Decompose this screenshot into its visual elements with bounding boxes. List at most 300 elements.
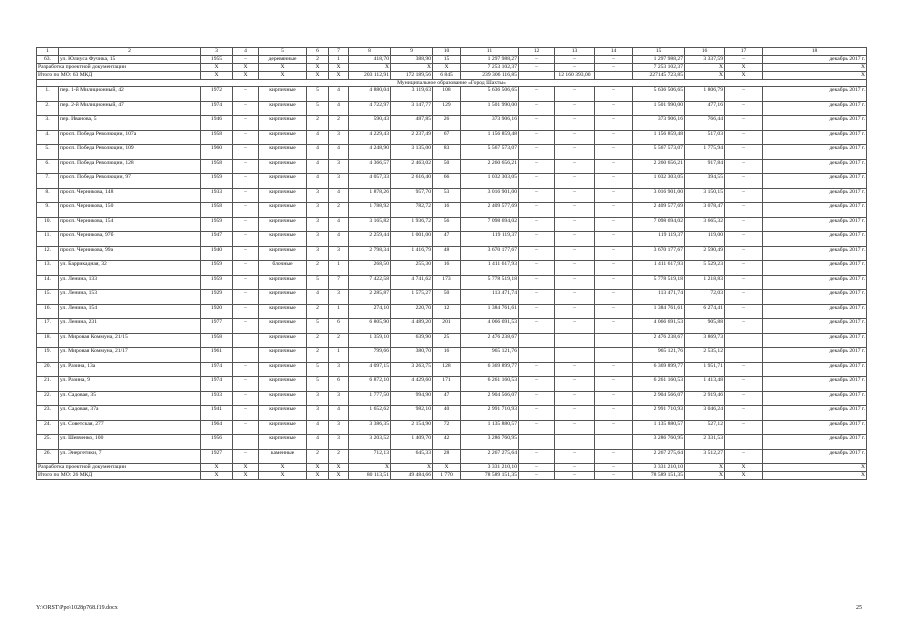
table-cell: – (233, 101, 259, 116)
table-cell: кирпичные (259, 116, 307, 131)
table-cell: – (519, 116, 555, 131)
subtotal-cell: Х (763, 72, 867, 80)
address-cell: просп. Черникова, 97б (59, 232, 201, 247)
table-cell: 2 267 275,64 (633, 449, 685, 464)
address-cell: просп. Черникова, 148 (59, 188, 201, 203)
table-cell: 2 409 577,69 (633, 203, 685, 218)
table-cell: 2 267 275,64 (461, 449, 519, 464)
table-cell: – (595, 87, 633, 102)
table-cell: кирпичные (259, 391, 307, 406)
table-cell: – (595, 56, 633, 64)
table-cell: – (555, 87, 595, 102)
table-cell: 7. (37, 174, 59, 189)
table-cell: 113 471,74 (633, 290, 685, 305)
subtotal-cell: Х (763, 472, 867, 480)
table-cell: – (519, 145, 555, 160)
table-cell: – (555, 391, 595, 406)
table-cell: – (233, 203, 259, 218)
table-cell: 487,85 (391, 116, 433, 131)
table-cell: 3 135,00 (391, 145, 433, 160)
table-cell: 3 665,32 (685, 217, 725, 232)
page-number: 25 (856, 605, 862, 611)
municipality-total-row (37, 472, 867, 480)
design-docs-subtotal-row (37, 64, 867, 72)
table-cell: 2 409 577,69 (461, 203, 519, 218)
table-cell: 26. (37, 449, 59, 464)
address-cell: пер. 2-й Милиционный, 47 (59, 101, 201, 116)
municipality-row (37, 80, 867, 87)
table-cell: 1. (37, 87, 59, 102)
table-cell: – (519, 246, 555, 261)
table-cell: – (519, 188, 555, 203)
subtotal-cell: 12 160 393,00 (555, 72, 595, 80)
table-cell: 5 (307, 319, 329, 334)
table-cell: 3 (329, 391, 349, 406)
address-cell: ул. Садовая, 35 (59, 391, 201, 406)
table-cell: 1 413,48 (685, 377, 725, 392)
table-cell: 12. (37, 246, 59, 261)
table-cell: кирпичные (259, 159, 307, 174)
table-cell: – (233, 130, 259, 145)
table-cell: 10. (37, 217, 59, 232)
table-cell: 2 259,44 (349, 232, 391, 247)
table-cell: 4 (329, 217, 349, 232)
table-cell: 1 788,92 (349, 203, 391, 218)
table-cell: кирпичные (259, 319, 307, 334)
table-cell: 3 150,15 (685, 188, 725, 203)
address-cell: ул. Садовая, 37а (59, 406, 201, 421)
table-cell: – (725, 188, 763, 203)
subtotal-cell: 7 253 102,37 (633, 64, 685, 72)
subtotal-cell: Х (329, 64, 349, 72)
program-table-sheet (36, 47, 866, 480)
table-cell: 3 (307, 188, 329, 203)
table-cell: 5 (307, 377, 329, 392)
table-cell: 19. (37, 348, 59, 363)
table-cell: – (725, 116, 763, 131)
table-cell: 2 904 566,07 (633, 391, 685, 406)
table-cell: – (555, 130, 595, 145)
table-cell: 26 (433, 116, 461, 131)
table-cell: 3 (329, 174, 349, 189)
table-cell: 388,90 (391, 56, 433, 64)
table-cell: – (555, 261, 595, 276)
table-cell: 4 880,04 (349, 87, 391, 102)
table-cell: 1964 (201, 420, 233, 435)
table-row (37, 246, 867, 261)
column-number-cell: 14 (595, 48, 633, 56)
address-cell: ул. Ленина, 231 (59, 319, 201, 334)
table-cell: – (725, 290, 763, 305)
table-cell: 4 066 691,53 (461, 319, 519, 334)
table-cell: – (725, 449, 763, 464)
table-cell: 373 906,16 (461, 116, 519, 131)
table-cell: 1977 (201, 319, 233, 334)
table-cell: 3 203,52 (349, 435, 391, 450)
table-cell: 4 (329, 188, 349, 203)
table-cell: 5 567 573,07 (461, 145, 519, 160)
table-cell: декабрь 2017 г. (763, 145, 867, 160)
table-row (37, 203, 867, 218)
table-cell: 12 (433, 304, 461, 319)
table-cell: – (519, 130, 555, 145)
table-row (37, 116, 867, 131)
table-cell: 3 386,35 (349, 420, 391, 435)
table-cell: 48 (433, 246, 461, 261)
table-cell: – (725, 130, 763, 145)
table-cell: кирпичные (259, 203, 307, 218)
table-cell: 1 135 880,57 (461, 420, 519, 435)
subtotal-cell: Х (329, 72, 349, 80)
column-number-cell: 7 (329, 48, 349, 56)
table-cell: – (725, 362, 763, 377)
table-cell: 3 286 760,95 (633, 435, 685, 450)
table-cell: 1 411 617,93 (633, 261, 685, 276)
subtotal-cell: – (555, 472, 595, 480)
table-cell: 3 147,77 (391, 101, 433, 116)
subtotal-cell: Х (725, 72, 763, 80)
table-cell: 2 (307, 333, 329, 348)
address-cell: просп. Победа Революции, 109 (59, 145, 201, 160)
table-cell: 1974 (201, 377, 233, 392)
table-cell: 645,33 (391, 449, 433, 464)
table-cell (233, 435, 259, 450)
table-cell: 527,12 (685, 420, 725, 435)
address-cell: ул. Мировая Коммуна, 21/15 (59, 333, 201, 348)
table-cell: 4 (307, 159, 329, 174)
table-cell: 47 (433, 391, 461, 406)
table-cell: 4 722,97 (349, 101, 391, 116)
subtotal-cell: – (595, 472, 633, 480)
subtotal-cell: 49 484,66 (391, 472, 433, 480)
table-cell: – (233, 174, 259, 189)
table-row (37, 435, 867, 450)
table-cell (595, 435, 633, 450)
subtotal-cell: 6 845 (433, 72, 461, 80)
table-cell: 13. (37, 261, 59, 276)
table-cell: 1 156 859,48 (633, 130, 685, 145)
table-cell: 119,00 (685, 232, 725, 247)
table-cell: 67 (433, 130, 461, 145)
address-cell: ул. Мировая Коммуна, 21/17 (59, 348, 201, 363)
column-number-row (37, 48, 867, 56)
table-cell: – (519, 275, 555, 290)
table-cell: 268,50 (349, 261, 391, 276)
subtotal-cell: Х (433, 464, 461, 472)
table-cell (555, 435, 595, 450)
table-cell: 1 652,62 (349, 406, 391, 421)
table-cell: 1 878,26 (349, 188, 391, 203)
table-cell: 1 297 988,27 (461, 56, 519, 64)
subtotal-label: Итого по МО: 26 МКД (37, 472, 201, 480)
table-cell: 171 (433, 377, 461, 392)
table-cell: 220,70 (391, 304, 433, 319)
table-cell: 1940 (201, 246, 233, 261)
address-cell: ул. Советская, 277 (59, 420, 201, 435)
table-cell: 373 906,16 (633, 116, 685, 131)
table-cell: 2 (329, 333, 349, 348)
table-row (37, 188, 867, 203)
subtotal-cell: Х (391, 64, 433, 72)
table-cell: 7 098 694,02 (633, 217, 685, 232)
table-cell: 3 165,82 (349, 217, 391, 232)
table-cell: 1956 (201, 435, 233, 450)
table-row (37, 290, 867, 305)
table-cell: 119 119,37 (633, 232, 685, 247)
table-cell: – (555, 362, 595, 377)
subtotal-cell: 3 331 210,10 (461, 464, 519, 472)
table-cell: кирпичные (259, 348, 307, 363)
table-cell (725, 348, 763, 363)
table-cell: 517,03 (685, 130, 725, 145)
table-cell: 4 741,62 (391, 275, 433, 290)
table-cell: 2 237,49 (391, 130, 433, 145)
subtotal-cell: 80 113,51 (349, 472, 391, 480)
subtotal-cell: 239 306 116,85 (461, 72, 519, 80)
table-cell: – (555, 56, 595, 64)
table-cell: декабрь 2017 г. (763, 348, 867, 363)
table-cell: 1 156 859,48 (461, 130, 519, 145)
design-docs-subtotal-row (37, 464, 867, 472)
table-row (37, 261, 867, 276)
table-cell: кирпичные (259, 130, 307, 145)
subtotal-cell: Х (329, 472, 349, 480)
table-cell (233, 348, 259, 363)
table-cell: – (725, 391, 763, 406)
subtotal-cell: Х (725, 464, 763, 472)
table-cell: – (555, 174, 595, 189)
table-row (37, 232, 867, 247)
table-cell: 5 567 573,07 (633, 145, 685, 160)
table-cell: 47 (433, 232, 461, 247)
table-cell: – (233, 449, 259, 464)
table-cell: 418,70 (349, 56, 391, 64)
table-cell (519, 435, 555, 450)
table-row (37, 217, 867, 232)
table-cell: деревянные (259, 56, 307, 64)
table-cell: 1 (329, 348, 349, 363)
table-cell: 4 066 691,53 (633, 319, 685, 334)
table-cell: 2 463,02 (391, 159, 433, 174)
table-cell: 6 261 160,53 (461, 377, 519, 392)
table-cell: 23. (37, 406, 59, 421)
subtotal-cell: Х (685, 64, 725, 72)
table-cell: 2 476 238,67 (633, 333, 685, 348)
table-cell: – (519, 203, 555, 218)
subtotal-cell: – (519, 464, 555, 472)
table-cell: декабрь 2017 г. (763, 391, 867, 406)
table-cell: 1920 (201, 304, 233, 319)
table-cell: 22. (37, 391, 59, 406)
table-cell: 72,03 (685, 290, 725, 305)
address-cell: просп. Победа Революции, 97 (59, 174, 201, 189)
subtotal-cell (595, 72, 633, 80)
table-cell: 7 (329, 275, 349, 290)
table-cell: – (725, 203, 763, 218)
table-cell: – (233, 116, 259, 131)
table-cell: 4 489,20 (391, 319, 433, 334)
table-cell: 50 (433, 159, 461, 174)
table-cell: 15 (433, 56, 461, 64)
table-cell: 53 (433, 188, 461, 203)
table-cell: – (233, 362, 259, 377)
table-cell: – (725, 406, 763, 421)
table-cell: – (233, 87, 259, 102)
table-cell: 2 616,40 (391, 174, 433, 189)
table-cell: каменные (259, 449, 307, 464)
table-cell: 3 119,63 (391, 87, 433, 102)
table-cell: кирпичные (259, 304, 307, 319)
column-number-cell: 17 (725, 48, 763, 56)
table-cell: 9. (37, 203, 59, 218)
table-cell: – (595, 232, 633, 247)
table-cell (233, 333, 259, 348)
table-cell: – (233, 391, 259, 406)
table-cell: – (233, 290, 259, 305)
table-cell: – (555, 203, 595, 218)
table-cell: – (555, 101, 595, 116)
table-cell: 18. (37, 333, 59, 348)
table-cell: 1 (329, 56, 349, 64)
table-cell: – (555, 406, 595, 421)
address-cell: просп. Черникова, 150 (59, 203, 201, 218)
table-cell: 1959 (201, 174, 233, 189)
table-cell: 16. (37, 304, 59, 319)
subtotal-label: Итого по МО: 63 МКД (37, 72, 201, 80)
subtotal-cell: Х (349, 464, 391, 472)
table-cell: 5 (307, 87, 329, 102)
table-cell: кирпичные (259, 420, 307, 435)
table-cell: 2 476 238,67 (461, 333, 519, 348)
table-body (37, 48, 867, 480)
table-cell: – (595, 188, 633, 203)
table-row (37, 159, 867, 174)
table-cell: 905,88 (685, 319, 725, 334)
address-cell: просп. Победа Революции, 128 (59, 159, 201, 174)
table-cell: 4 366,57 (349, 159, 391, 174)
table-cell: 3 (329, 362, 349, 377)
table-cell: 8. (37, 188, 59, 203)
table-cell: 1 409,70 (391, 435, 433, 450)
subtotal-cell: Х (259, 72, 307, 80)
column-number-cell: 10 (433, 48, 461, 56)
table-cell: 1 951,71 (685, 362, 725, 377)
table-cell: 2 (307, 449, 329, 464)
table-cell: 2 535,12 (685, 348, 725, 363)
table-cell: – (725, 304, 763, 319)
table-cell: 3 078,47 (685, 203, 725, 218)
table-cell: 3 (307, 246, 329, 261)
table-cell: 40 (433, 406, 461, 421)
table-cell: 2 (307, 56, 329, 64)
table-cell: – (519, 362, 555, 377)
table-cell: декабрь 2017 г. (763, 290, 867, 305)
table-cell: 1 501 990,00 (633, 101, 685, 116)
table-cell: – (555, 217, 595, 232)
table-cell: 4 (307, 435, 329, 450)
table-cell: 782,72 (391, 203, 433, 218)
table-cell: кирпичные (259, 246, 307, 261)
table-cell: 11. (37, 232, 59, 247)
subtotal-cell: Х (391, 464, 433, 472)
table-cell: 2 (307, 304, 329, 319)
table-cell: 3 670 177,67 (633, 246, 685, 261)
table-cell: 1 501 990,00 (461, 101, 519, 116)
table-cell: 4 (329, 145, 349, 160)
table-cell: 17. (37, 319, 59, 334)
table-cell: 3 016 901,00 (633, 188, 685, 203)
table-cell: 1958 (201, 333, 233, 348)
table-cell: – (595, 217, 633, 232)
table-cell: 1 135 880,57 (633, 420, 685, 435)
table-cell: – (233, 377, 259, 392)
table-cell: – (233, 232, 259, 247)
table-cell: 917,84 (685, 159, 725, 174)
table-cell: – (595, 159, 633, 174)
table-cell: 5 778 519,18 (633, 275, 685, 290)
table-cell: – (519, 406, 555, 421)
table-cell: 255,30 (391, 261, 433, 276)
address-cell: ул. Ленина, 133 (59, 275, 201, 290)
table-cell: кирпичные (259, 377, 307, 392)
table-cell: декабрь 2017 г. (763, 101, 867, 116)
subtotal-cell: Х (307, 472, 329, 480)
table-cell: – (595, 275, 633, 290)
table-cell: 25 (433, 333, 461, 348)
table-cell: – (725, 246, 763, 261)
table-cell: – (595, 261, 633, 276)
table-cell: кирпичные (259, 362, 307, 377)
table-cell: 1960 (201, 145, 233, 160)
table-cell: – (725, 174, 763, 189)
column-number-cell: 3 (201, 48, 233, 56)
subtotal-cell: – (555, 464, 595, 472)
table-cell: 1974 (201, 101, 233, 116)
table-row (37, 130, 867, 145)
table-row (37, 420, 867, 435)
table-cell: 4 (307, 130, 329, 145)
table-cell: 6 369 899,77 (461, 362, 519, 377)
column-number-cell: 1 (37, 48, 59, 56)
table-row (37, 101, 867, 116)
table-cell: – (519, 87, 555, 102)
table-cell: 1 (329, 261, 349, 276)
table-cell: 799,66 (349, 348, 391, 363)
table-cell: 1958 (201, 159, 233, 174)
subtotal-cell: Х (349, 64, 391, 72)
subtotal-cell: 78 589 151,35 (461, 472, 519, 480)
table-cell: декабрь 2017 г. (763, 377, 867, 392)
subtotal-label: Разработка проектной документации (37, 464, 201, 472)
table-row (37, 304, 867, 319)
table-cell: 6 872,10 (349, 377, 391, 392)
table-cell: 4. (37, 130, 59, 145)
subtotal-cell: Х (201, 72, 233, 80)
column-number-cell: 11 (461, 48, 519, 56)
table-cell: 2. (37, 101, 59, 116)
table-cell: 3 (329, 290, 349, 305)
table-cell: 1929 (201, 290, 233, 305)
table-cell: декабрь 2017 г. (763, 275, 867, 290)
table-cell: кирпичные (259, 333, 307, 348)
table-cell: 4 (307, 174, 329, 189)
subtotal-cell: Х (233, 464, 259, 472)
table-cell: 3 016 901,00 (461, 188, 519, 203)
table-row (37, 333, 867, 348)
table-cell: 119 119,37 (461, 232, 519, 247)
subtotal-cell: Х (725, 64, 763, 72)
table-cell: декабрь 2017 г. (763, 56, 867, 64)
